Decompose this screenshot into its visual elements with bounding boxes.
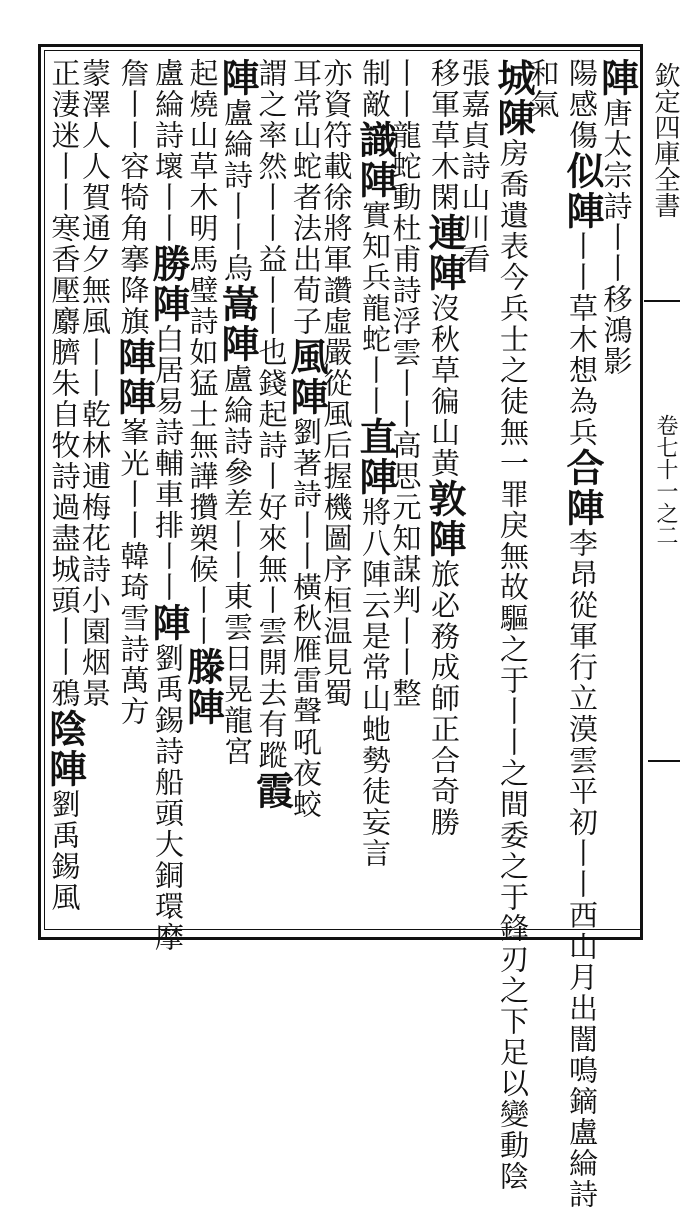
entry-text: 制敵	[358, 58, 392, 120]
entry-text: 房喬遺表今兵士之徒無一罪戾無故驅之	[496, 138, 530, 665]
margin-volume: 卷七十一之二	[653, 414, 678, 546]
entry-text: 錢起詩丨好來無丨雲開去有蹤	[254, 368, 289, 771]
entry-heading: 連	[422, 213, 467, 253]
entry-text: 盧綸詩參差丨丨東雲日晃龍宮	[220, 364, 254, 767]
entry-text: 正淒迷丨丨寒香壓麝臍朱自牧詩過盡城頭丨丨鴉	[47, 58, 82, 709]
entry-heading: 陣	[111, 337, 157, 377]
entry-heading: 陣	[353, 457, 398, 497]
entry-text: 峯光丨丨韓琦雪詩萬方	[116, 417, 151, 727]
text-column	[319, 58, 354, 918]
entry-heading: 陣	[111, 377, 157, 417]
entry-heading: 嵩	[215, 284, 260, 324]
margin-divider	[648, 760, 680, 762]
entry-heading: 識	[353, 120, 398, 160]
entry-text: 李昂從軍行立漠雲平初丨丨西山月出闇鳴鏑盧綸詩	[565, 528, 599, 1210]
entry-text: 丨丨龍蛇動	[388, 58, 423, 213]
entry-text: 符載徐將軍讚虛	[319, 120, 354, 337]
text-column	[146, 58, 191, 953]
entry-text: 馬璧詩如猛士無譁攢槊候丨丨	[185, 244, 220, 647]
entry-heading: 陣	[560, 191, 605, 231]
entry-heading: 直	[353, 417, 398, 457]
entry-text: 實知兵龍蛇丨丨	[358, 200, 392, 417]
entry-text: 丨丨移鴻影	[599, 222, 634, 377]
text-column	[42, 58, 88, 918]
text-column	[422, 58, 467, 918]
text-column	[111, 58, 157, 918]
text-column	[560, 58, 605, 1210]
entry-heading: 陣	[146, 284, 191, 324]
entry-heading: 陣	[284, 377, 329, 417]
entry-text: 高思元知謀判丨丨整	[388, 430, 423, 709]
entry-text: 盧綸詩丨丨烏	[220, 98, 254, 284]
text-column	[215, 58, 260, 918]
entry-heading: 合	[560, 448, 605, 488]
entry-text: 唐太宗詩	[599, 98, 634, 222]
entry-text: 陽感傷	[565, 58, 599, 151]
text-column	[491, 58, 536, 1192]
entry-text: 犄角搴降旗	[116, 182, 151, 337]
entry-heading: 陳	[491, 98, 536, 138]
entry-heading: 陣	[422, 253, 467, 293]
entry-heading: 勝	[146, 244, 191, 284]
entry-text: 謂之率然	[254, 58, 289, 182]
entry-text: 旅必務成師正合奇勝	[427, 559, 461, 838]
text-column	[78, 58, 112, 918]
margin-book-title: 欽定四庫全書	[650, 62, 680, 218]
entry-heading: 陣	[180, 687, 226, 727]
entry-text: 和氣	[526, 58, 561, 120]
entry-text: 劉禹錫風	[47, 789, 82, 913]
entry-text: 耳常山蛇者法出荀子	[289, 58, 323, 337]
text-column	[249, 58, 295, 918]
entry-text: 張嘉貞詩山川看	[457, 58, 492, 275]
entry-text: 于丨丨之間委之于鋒刃之下足以變動陰	[496, 665, 530, 1192]
entry-text: 詹丨丨容	[116, 58, 151, 182]
entry-heading: 陣	[353, 160, 398, 200]
entry-text: 將八陣云是常山虵勢徒妄言	[358, 497, 392, 869]
entry-heading: 陣	[146, 603, 191, 643]
entry-heading: 陣	[215, 324, 260, 364]
entry-text: 白居易詩輔車排丨丨	[151, 324, 185, 603]
entry-text: 劉著詩丨丨橫秋雁雷聲吼夜蛟	[289, 417, 323, 820]
entry-heading: 風	[284, 337, 329, 377]
entry-text: 盧綸詩壞丨丨	[151, 58, 185, 244]
entry-text: 劉禹錫詩船頭大銅環摩	[151, 643, 185, 953]
entry-text: 嚴從風后握機圖序桓温見蜀	[319, 337, 354, 709]
entry-text: 移軍草木閑	[427, 58, 461, 213]
entry-text: 起燒山草木明	[185, 58, 220, 244]
text-column	[353, 58, 398, 918]
entry-heading: 敦	[422, 479, 467, 519]
text-column	[180, 58, 226, 918]
entry-heading: 滕	[180, 647, 226, 687]
entry-text: 杜甫詩浮雲丨丨	[388, 213, 423, 430]
entry-heading: 陣	[422, 519, 467, 559]
entry-text: 丨丨益丨丨也	[254, 182, 289, 368]
entry-heading: 陰	[42, 709, 88, 749]
entry-heading: 陣	[215, 58, 260, 98]
entry-text: 亦資	[319, 58, 354, 120]
entry-heading: 霞	[249, 771, 295, 811]
margin-divider	[644, 300, 680, 302]
entry-heading: 陣	[594, 58, 640, 98]
text-column	[526, 58, 561, 918]
entry-text: 蒙澤人人賀通夕無風丨丨乾林逋梅花詩小園烟景	[78, 58, 112, 709]
entry-heading: 似	[560, 151, 605, 191]
entry-heading: 陣	[560, 488, 605, 528]
entry-text: 沒秋草徧山黄	[427, 293, 461, 479]
entry-text: 丨丨草木想為兵	[565, 231, 599, 448]
entry-heading: 陣	[42, 749, 88, 789]
entry-heading: 城	[491, 58, 536, 98]
